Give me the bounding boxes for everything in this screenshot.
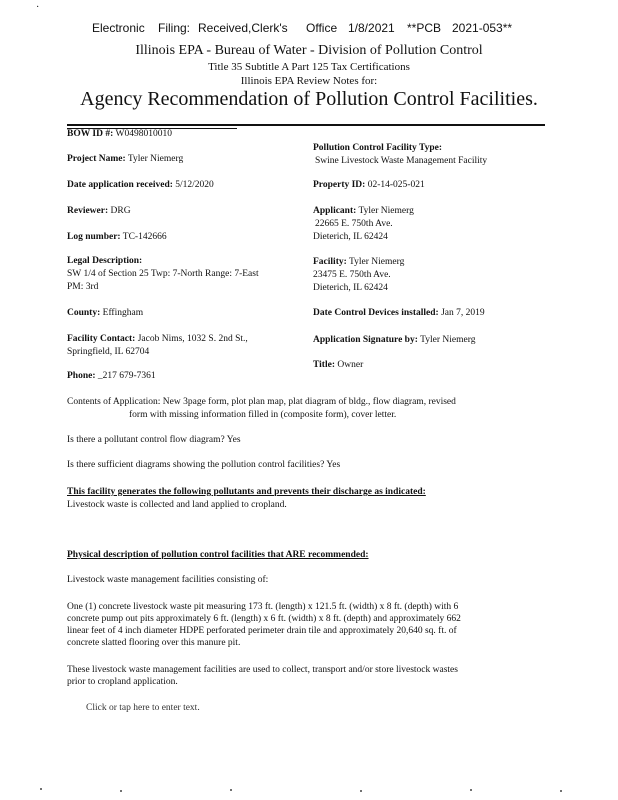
physical-desc-line4: concrete slatted flooring over this manure pit. xyxy=(67,638,241,648)
facility-field xyxy=(313,257,404,267)
legal-description-label: Legal Description: xyxy=(67,256,143,266)
physical-desc-line2: concrete pump out pits approximately 6 ft. (length) x 6 ft. (width) x 8 ft. (depth) and approximately 662 xyxy=(67,614,461,624)
devices-installed-field xyxy=(313,308,485,318)
physical-desc-line3: linear feet of 4 inch diameter HDPE perforated perimeter drain tile and approximately 20,640 sq. ft. of xyxy=(67,626,457,636)
filing-type: Electronic xyxy=(92,21,145,35)
legal-description-line1: SW 1/4 of Section 25 Twp: 7-North Range: 7-East xyxy=(67,269,259,279)
notes-line: Illinois EPA Review Notes for: xyxy=(240,75,378,87)
filing-case: 2021-053** xyxy=(452,21,513,35)
date-received-field xyxy=(67,180,214,190)
reviewer-value: DRG xyxy=(110,206,131,216)
filing-received: Received,Clerk's xyxy=(198,21,288,35)
facility-address-line1: 23475 E. 750th Ave. xyxy=(313,270,391,280)
divider-top xyxy=(67,124,545,126)
facility-contact-line1: Jacob Nims, 1032 S. 2nd St., xyxy=(137,334,248,344)
bow-id-label: BOW ID #: xyxy=(67,129,114,139)
project-name-field xyxy=(67,154,183,164)
reviewer-field xyxy=(67,206,131,216)
applicant-address-line2: Dieterich, IL 62424 xyxy=(313,232,388,242)
facility-contact-line2: Springfield, IL 62704 xyxy=(67,347,150,357)
title-field xyxy=(313,360,363,370)
signature-field xyxy=(313,335,475,345)
phone-label: Phone: xyxy=(67,371,96,381)
property-id-label: Property ID: xyxy=(313,180,366,190)
page-title: Agency Recommendation of Pollution Control Facilities. xyxy=(80,88,538,110)
pollutants-heading: This facility generates the following pollutants and prevents their discharge as indicated: xyxy=(67,487,426,497)
filing-label: Filing: xyxy=(158,21,191,35)
title-label: Title: xyxy=(313,360,335,370)
agency-line: Illinois EPA - Bureau of Water - Division of Pollution Control xyxy=(135,43,483,58)
enter-text-placeholder[interactable]: Click or tap here to enter text. xyxy=(86,703,200,713)
county-field xyxy=(67,308,143,318)
log-number-label: Log number: xyxy=(67,232,121,242)
applicant-address-line1: 22665 E. 750th Ave. xyxy=(315,219,393,229)
phone-value: _217 679-7361 xyxy=(97,371,156,381)
project-name-value: Tyler Niemerg xyxy=(127,154,184,164)
bow-id xyxy=(67,129,172,139)
signature-label: Application Signature by: xyxy=(313,335,418,345)
property-id-value: 02-14-025-021 xyxy=(367,180,425,190)
date-received-label: Date application received: xyxy=(67,180,173,190)
physical-desc-line1: One (1) concrete livestock waste pit measuring 173 ft. (length) x 121.5 ft. (width) x 8 ft. (depth) with 6 xyxy=(67,602,459,612)
title-line: Title 35 Subtitle A Part 125 Tax Certifications xyxy=(208,61,410,73)
log-number-field xyxy=(67,232,167,242)
applicant-field xyxy=(313,206,414,216)
devices-installed-value: Jan 7, 2019 xyxy=(441,308,485,318)
facility-address-line2: Dieterich, IL 62424 xyxy=(313,283,388,293)
applicant-name: Tyler Niemerg xyxy=(358,206,414,216)
facility-type-value: Swine Livestock Waste Management Facility xyxy=(315,156,488,166)
contents-line2: form with missing information filled in (composite form), cover letter. xyxy=(129,410,397,420)
facility-contact-field xyxy=(67,334,248,344)
purpose-line2: prior to cropland application. xyxy=(67,677,178,687)
corner-mark: · xyxy=(36,2,40,13)
applicant-label: Applicant: xyxy=(313,206,357,216)
facility-name: Tyler Niemerg xyxy=(348,257,405,267)
signature-value: Tyler Niemerg xyxy=(420,335,476,345)
diagrams-question: Is there sufficient diagrams showing the pollution control facilities? Yes xyxy=(67,460,341,470)
physical-heading: Physical description of pollution control facilities that ARE recommended: xyxy=(67,550,369,560)
devices-installed-label: Date Control Devices installed: xyxy=(313,308,439,318)
flow-diagram-question: Is there a pollutant control flow diagram? Yes xyxy=(67,435,241,445)
pollutants-text: Livestock waste is collected and land applied to cropland. xyxy=(67,500,287,510)
title-value: Owner xyxy=(337,360,364,370)
facility-label: Facility: xyxy=(313,257,347,267)
reviewer-label: Reviewer: xyxy=(67,206,109,216)
bow-id-value: W0498010010 xyxy=(115,129,172,139)
property-id-field xyxy=(313,180,425,190)
physical-intro: Livestock waste management facilities consisting of: xyxy=(67,575,269,585)
facility-contact-label: Facility Contact: xyxy=(67,334,136,344)
log-number-value: TC-142666 xyxy=(122,232,167,242)
county-value: Effingham xyxy=(102,308,144,318)
purpose-line1: These livestock waste management facilities are used to collect, transport and/or store livestock wastes xyxy=(67,665,458,675)
date-received-value: 5/12/2020 xyxy=(175,180,214,190)
filing-office: Office xyxy=(306,21,338,35)
phone-field xyxy=(67,371,156,381)
filing-docket: **PCB xyxy=(407,21,442,35)
facility-type-label: Pollution Control Facility Type: xyxy=(313,143,443,153)
contents-line1: Contents of Application: New 3page form, plot plan map, plat diagram of bldg., flow diagram, revised xyxy=(67,397,456,407)
county-label: County: xyxy=(67,308,101,318)
project-name-label: Project Name: xyxy=(67,154,126,164)
filing-date: 1/8/2021 xyxy=(348,21,395,35)
legal-description-line2: PM: 3rd xyxy=(67,282,99,292)
